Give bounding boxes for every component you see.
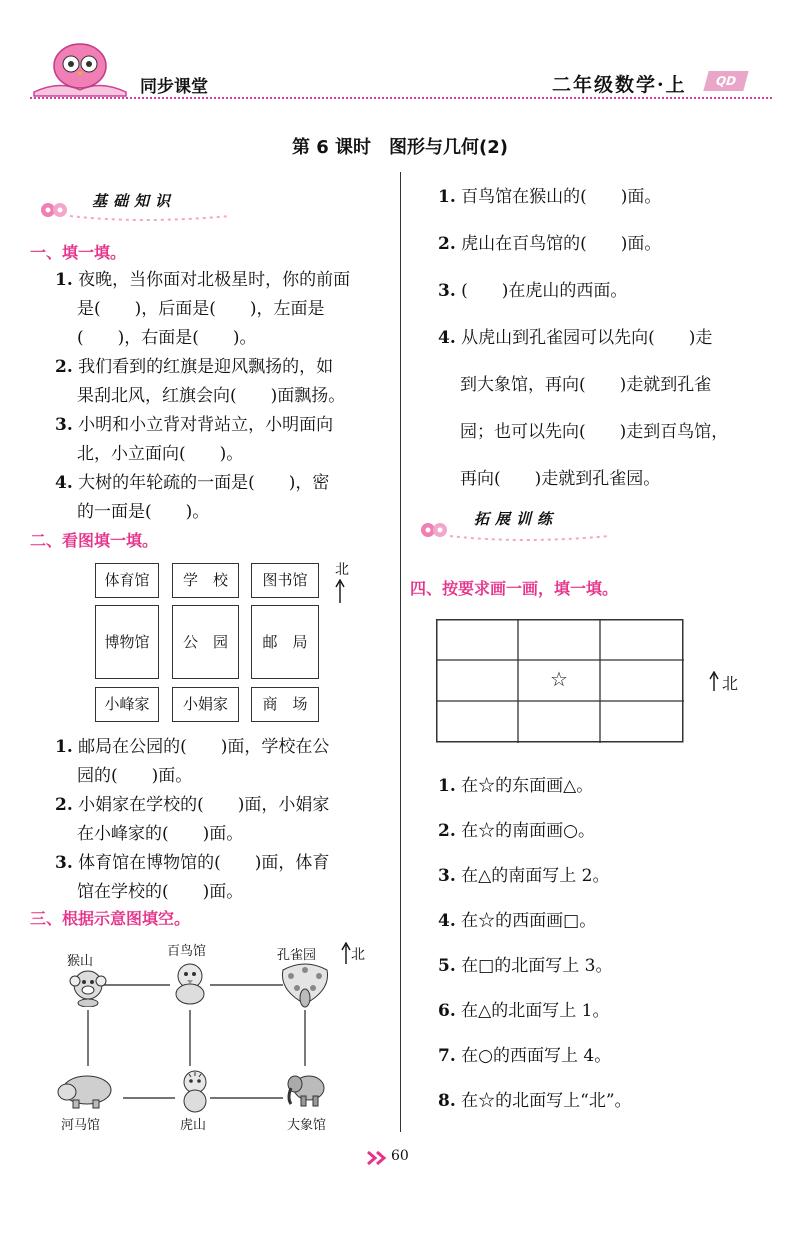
question-number: 4. [55, 473, 73, 493]
grid-cell: 商 场 [251, 687, 319, 722]
question-number: 1. [438, 187, 456, 207]
question-number: 8. [438, 1091, 456, 1111]
grid-cell: 小峰家 [95, 687, 159, 722]
list-item [438, 268, 778, 315]
question-text: 在△的南面写上 2。 [461, 866, 610, 886]
question-line: 在小峰家的( )面。 [77, 824, 244, 844]
list-item [438, 944, 778, 989]
north-label: 北 [351, 947, 365, 963]
question-text: 在☆的南面画○。 [461, 821, 595, 841]
list-item [55, 849, 390, 907]
section-3-questions [438, 174, 778, 503]
list-item [55, 411, 390, 469]
north-arrow-icon [335, 579, 345, 603]
question-number: 3. [438, 866, 456, 886]
grid-cell: 博物馆 [95, 605, 159, 679]
question-line: 园；也可以先向( )走到百鸟馆， [460, 422, 729, 442]
peacock-icon [277, 960, 333, 1010]
question-number: 1. [438, 776, 456, 796]
question-line: 小明和小立背对背站立，小明面向 [78, 415, 334, 435]
lesson-title: 第 6 课时 图形与几何(2) [291, 137, 509, 158]
question-number: 6. [438, 1001, 456, 1021]
question-line: 到大象馆，再向( )走就到孔雀 [460, 375, 712, 395]
list-item [55, 266, 390, 353]
question-line: 果刮北风，红旗会向( )面飘扬。 [77, 386, 346, 406]
banner-extend [410, 500, 610, 544]
question-line: 我们看到的红旗是迎风飘扬的，如 [78, 357, 334, 377]
list-item [438, 1034, 778, 1079]
question-line: 北，小立面向( )。 [77, 444, 244, 464]
list-item [438, 989, 778, 1034]
list-item [438, 221, 778, 268]
grid-cell: 学 校 [172, 563, 239, 598]
tiger-icon [175, 1068, 215, 1114]
question-number: 3. [438, 281, 456, 301]
list-item [55, 733, 390, 791]
question-line: 夜晚，当你面对北极星时，你的前面 [78, 270, 351, 290]
question-text: 在☆的北面写上“北”。 [461, 1091, 632, 1111]
section-4-questions [438, 764, 778, 1124]
bird-icon [168, 960, 212, 1006]
question-number: 2. [438, 821, 456, 841]
question-text: ( )在虎山的西面。 [461, 281, 628, 301]
section-2-questions [55, 733, 390, 907]
list-item [438, 764, 778, 809]
banner-extend-label: 拓展训练 [474, 510, 559, 528]
list-item [438, 1079, 778, 1124]
question-number: 5. [438, 956, 456, 976]
grid-cell: 邮 局 [251, 605, 319, 679]
question-line: 园的( )面。 [77, 766, 193, 786]
drawing-grid [436, 619, 684, 743]
banner-basic [30, 180, 230, 224]
list-item [438, 809, 778, 854]
owl-book-icon [30, 40, 130, 98]
section-1-title: 一、填一填。 [30, 243, 127, 262]
question-line: 小娟家在学校的( )面，小娟家 [78, 795, 330, 815]
question-text: 在☆的西面画□。 [461, 911, 597, 931]
section-4-title: 四、按要求画一画，填一填。 [410, 579, 619, 598]
elephant-icon [283, 1070, 327, 1110]
question-text: 在□的北面写上 3。 [461, 956, 613, 976]
question-line: 再向( )走就到孔雀园。 [460, 469, 661, 489]
question-number: 2. [438, 234, 456, 254]
question-line: ( )，右面是( )。 [77, 328, 257, 348]
question-number: 2. [55, 357, 73, 377]
place-label: 大象馆 [287, 1118, 327, 1133]
grid-cell: 体育馆 [95, 563, 159, 598]
column-divider [400, 172, 401, 1132]
place-label: 猴山 [67, 954, 94, 969]
list-item [55, 353, 390, 411]
star-cell: ☆ [550, 667, 568, 691]
question-number: 3. [55, 853, 73, 873]
place-grid [95, 563, 365, 725]
north-arrow-icon [709, 671, 719, 691]
page-number: 60 [391, 1148, 409, 1164]
question-line: 馆在学校的( )面。 [77, 882, 244, 902]
header-left-title: 同步课堂 [140, 77, 208, 97]
question-number: 1. [55, 737, 73, 757]
place-label: 百鸟馆 [167, 944, 207, 959]
question-number: 4. [438, 911, 456, 931]
header-right-title: 二年级数学·上 [552, 74, 687, 96]
list-item [55, 469, 390, 527]
banner-basic-label: 基础知识 [92, 192, 177, 210]
header-badge: QD [703, 71, 748, 91]
list-item [438, 315, 778, 503]
question-line: 的一面是( )。 [77, 502, 210, 522]
question-number: 1. [55, 270, 73, 290]
place-label: 河马馆 [61, 1118, 101, 1133]
place-label: 虎山 [180, 1118, 207, 1133]
question-line: 邮局在公园的( )面，学校在公 [78, 737, 330, 757]
question-text: 在○的西面写上 4。 [461, 1046, 612, 1066]
hippo-icon [57, 1070, 113, 1110]
north-label: 北 [722, 674, 739, 693]
question-line: 是( )，后面是( )，左面是 [77, 299, 325, 319]
question-line: 从虎山到孔雀园可以先向( )走 [461, 328, 713, 348]
grid-cell: 图书馆 [251, 563, 319, 598]
question-line: 大树的年轮疏的一面是( )，密 [78, 473, 330, 493]
question-line: 体育馆在博物馆的( )面，体育 [78, 853, 330, 873]
zoo-map [55, 938, 375, 1138]
section-3-title: 三、根据示意图填空。 [30, 909, 191, 928]
list-item [438, 174, 778, 221]
question-number: 2. [55, 795, 73, 815]
north-label: 北 [335, 562, 349, 578]
north-arrow-icon [341, 942, 351, 964]
question-text: 在△的北面写上 1。 [461, 1001, 610, 1021]
grid-cell: 小娟家 [172, 687, 239, 722]
question-text: 百鸟馆在猴山的( )面。 [461, 187, 662, 207]
place-label: 孔雀园 [277, 948, 317, 963]
double-chevron-icon [366, 1150, 388, 1166]
section-2-title: 二、看图填一填。 [30, 531, 159, 550]
grid-cell: 公 园 [172, 605, 239, 679]
list-item [438, 899, 778, 944]
question-number: 4. [438, 328, 456, 348]
list-item [55, 791, 390, 849]
monkey-icon [67, 965, 109, 1007]
header-divider [30, 97, 772, 99]
header-logo [30, 40, 130, 98]
question-number: 7. [438, 1046, 456, 1066]
question-text: 在☆的东面画△。 [461, 776, 594, 796]
list-item [438, 854, 778, 899]
section-1-questions [55, 266, 390, 527]
question-text: 虎山在百鸟馆的( )面。 [461, 234, 662, 254]
question-number: 3. [55, 415, 73, 435]
